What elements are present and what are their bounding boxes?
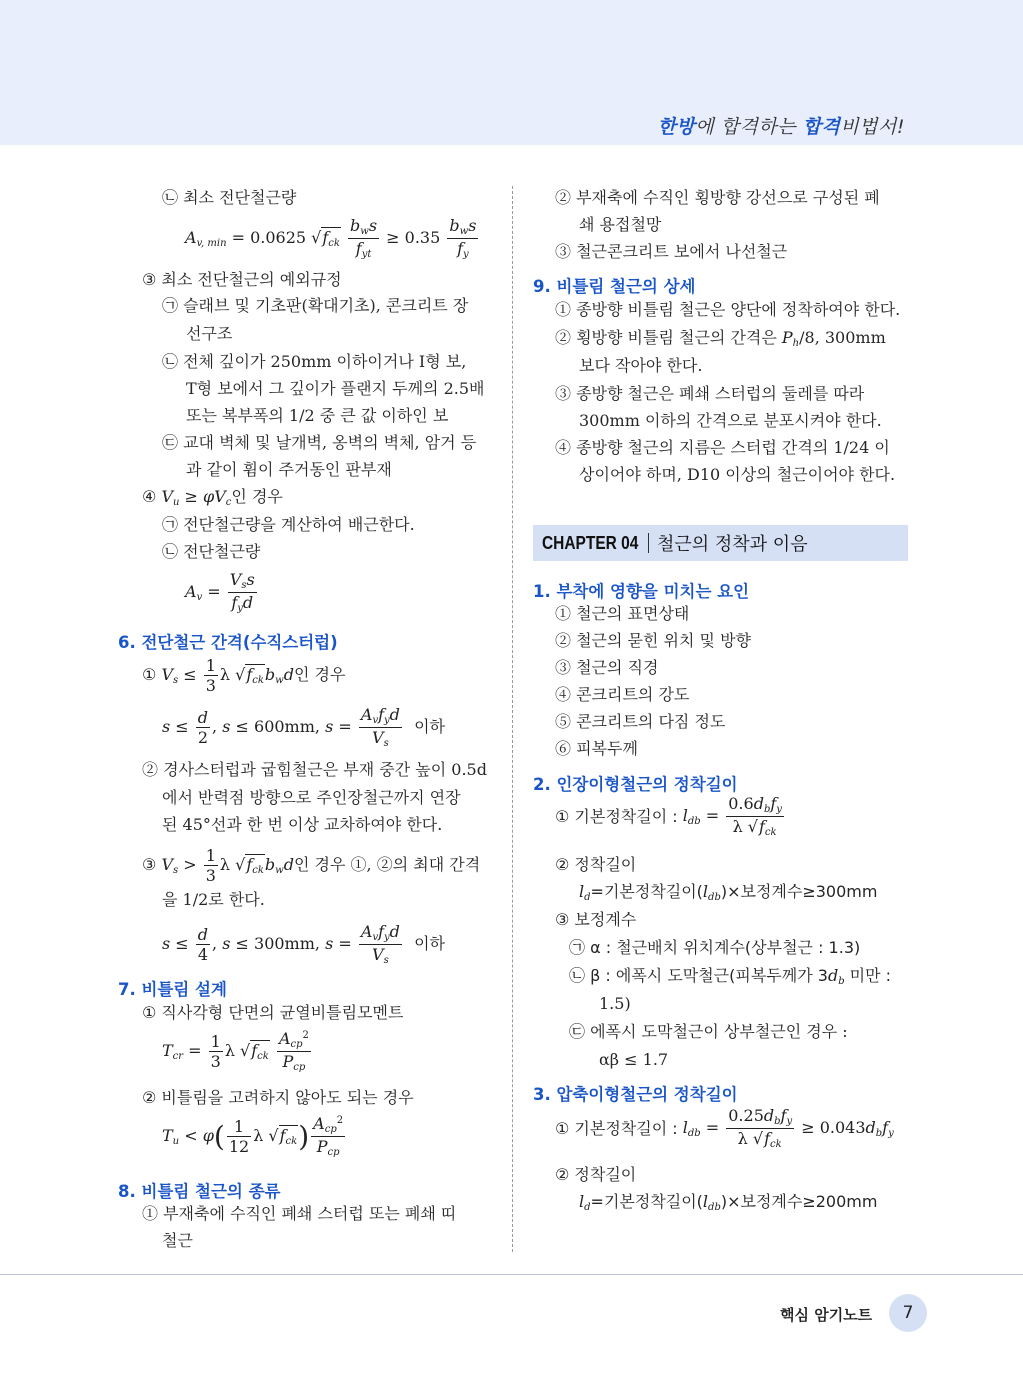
text-line: ⑤ 콘크리트의 다짐 정도 [555, 712, 726, 731]
formula-tu: $T_u < \varphi$( $\frac{1}{12}$ λ $√f_{ck}$) $\frac{A_{cp}^2}{P_{cp}}$ [162, 1114, 344, 1158]
text-line: ④ $V_u \ge \varphi V_c$인 경우 [142, 487, 283, 508]
page-number: 7 [889, 1294, 927, 1332]
text-line: T형 보에서 그 깊이가 플랜지 두께의 2.5배 [186, 379, 485, 398]
text-line: 을 1/2로 한다. [162, 890, 265, 909]
header-slogan: 한방에 합격하는 합격비법서! [657, 116, 905, 138]
formula-spacing-2: s ≤ $\frac{d}{4}$ , s ≤ 300mm, s = $\frac{A_vf_yd}{V_s}$ 이하 [162, 922, 446, 966]
text-line: ㉡ β : 에폭시 도막철근(피복두께가 $3d_b$ 미만 : [569, 966, 892, 987]
text-line: ③ 최소 전단철근의 예외규정 [142, 270, 342, 289]
text-line: 300mm 이하의 간격으로 분포시켜야 한다. [579, 411, 882, 430]
text-line: ② 경사스터럽과 굽힘철근은 부재 중간 높이 0.5d [142, 760, 487, 779]
text-line: 철근 [162, 1231, 193, 1250]
section-heading-2: 2. 인장이형철근의 정착길이 [533, 775, 738, 794]
chapter-banner [533, 525, 908, 561]
section-heading-7: 7. 비틀림 설계 [118, 980, 227, 999]
text-line: 쇄 용접철망 [579, 215, 662, 234]
text-line: ② 정착길이 [555, 1165, 637, 1184]
text-line: ① 직사각형 단면의 균열비틀림모멘트 [142, 1003, 404, 1022]
text-line: 된 45°선과 한 번 이상 교차하여야 한다. [162, 815, 443, 834]
formula-tcr: $T_{cr}$ = $\frac{1}{3}$ λ $√f_{ck}$ $\frac{A_{cp}^2}{P_{cp}}$ [162, 1029, 309, 1073]
text-line: ① 기본정착길이 : $l_{db}$ = $\frac{0.25d_bf_y}{\lambda √f_{ck}}$ ≥ $0.043d_bf_y$ [555, 1106, 894, 1150]
text-line: ② 정착길이 [555, 855, 637, 874]
text-line: 선구조 [186, 324, 233, 343]
footer-rule [0, 1274, 1023, 1275]
text-line: ① 철근의 표면상태 [555, 604, 690, 623]
section-heading-9: 9. 비틀림 철근의 상세 [533, 277, 696, 296]
footer-label: 핵심 암기노트 [780, 1306, 873, 1324]
text-line: ② 비틀림을 고려하지 않아도 되는 경우 [142, 1088, 414, 1107]
text-line: αβ ≤ 1.7 [599, 1050, 669, 1069]
formula-av-min: $A_{v, min} = 0.0625$ $√f_{ck}$ $\frac{b_ws}{f_{yt}}$ ≥ 0.35 $\frac{b_ws}{f_y}$ [185, 216, 477, 260]
text-line: ㉡ 전체 깊이가 250mm 이하이거나 I형 보, [162, 352, 467, 371]
text-line: ③ 철근의 직경 [555, 658, 659, 677]
text-line: 보다 작아야 한다. [579, 356, 703, 375]
text-line: 또는 복부폭의 1/2 중 큰 값 이하인 보 [186, 406, 449, 425]
text-line: 상이어야 하며, D10 이상의 철근이어야 한다. [579, 465, 896, 484]
section-heading-6: 6. 전단철근 간격(수직스터럽) [118, 633, 338, 652]
text-line: ㉢ 교대 벽체 및 날개벽, 옹벽의 벽체, 암거 등 [162, 433, 477, 452]
chapter-separator [648, 533, 649, 553]
text-line: $l_d=$기본정착길이$(l_{db})\times$보정계수≥300mm [579, 882, 878, 903]
text-line: ㉠ 슬래브 및 기초판(확대기초), 콘크리트 장 [162, 296, 469, 315]
text-line: ㉠ 전단철근량을 계산하여 배근한다. [162, 515, 415, 534]
text-line: ② 철근의 묻힌 위치 및 방향 [555, 631, 751, 650]
text-line: ① 종방향 비틀림 철근은 양단에 정착하여야 한다. [555, 300, 901, 319]
text-line: ② 횡방향 비틀림 철근의 간격은 $P_h/8$, 300mm [555, 328, 886, 349]
formula-spacing-1: s ≤ $\frac{d}{2}$ , s ≤ 600mm, s = $\frac{A_vf_yd}{V_s}$ 이하 [162, 705, 446, 749]
text-line: ② 부재축에 수직인 횡방향 강선으로 구성된 폐 [555, 188, 880, 207]
column-divider [512, 186, 513, 1252]
text-line: ④ 종방향 철근의 지름은 스터럽 간격의 1/24 이 [555, 438, 890, 457]
section-heading-3: 3. 압축이형철근의 정착길이 [533, 1085, 738, 1104]
chapter-number: CHAPTER 04 [542, 532, 639, 553]
text-line: 1.5) [599, 994, 631, 1013]
text-line: 과 같이 휨이 주거동인 판부재 [186, 460, 392, 479]
text-line: ⑥ 피복두께 [555, 739, 638, 758]
text-line: ③ 보정계수 [555, 910, 637, 929]
chapter-title: 철근의 정착과 이음 [657, 534, 808, 555]
text-line: ④ 콘크리트의 강도 [555, 685, 690, 704]
text-line: ㉠ α : 철근배치 위치계수(상부철근 : 1.3) [569, 938, 861, 957]
text-line: ㉢ 에폭시 도막철근이 상부철근인 경우 : [569, 1022, 848, 1041]
text-line: ㉡ 최소 전단철근량 [162, 188, 297, 207]
section-heading-1: 1. 부착에 영향을 미치는 요인 [533, 582, 750, 601]
text-line: $l_d=$기본정착길이$(l_{db})\times$보정계수≥200mm [579, 1192, 878, 1213]
formula-av: $A_v$ = $\frac{V_ss}{f_yd}$ [185, 570, 255, 614]
text-line: ㉡ 전단철근량 [162, 542, 261, 561]
text-line: ① 부재축에 수직인 폐쇄 스터럽 또는 폐쇄 띠 [142, 1204, 457, 1223]
section-heading-8: 8. 비틀림 철근의 종류 [118, 1182, 281, 1201]
text-line: 에서 반력점 방향으로 주인장철근까지 연장 [162, 788, 461, 807]
text-line: ③ 종방향 철근은 폐쇄 스터럽의 둘레를 따라 [555, 384, 865, 403]
text-line: ③ 철근콘크리트 보에서 나선철근 [555, 242, 788, 261]
text-line: ① 기본정착길이 : $l_{db}$ = $\frac{0.6d_bf_y}{\lambda √f_{ck}}$ [555, 794, 782, 838]
text-line: ③ $V_s$ > $\frac{1}{3}$ λ $√f_{ck}b_wd$인 경우 ①, ②의 최대 간격 [142, 846, 481, 886]
text-line: ① $V_s$ ≤ $\frac{1}{3}$ λ $√f_{ck}b_wd$인 경우 [142, 656, 346, 696]
